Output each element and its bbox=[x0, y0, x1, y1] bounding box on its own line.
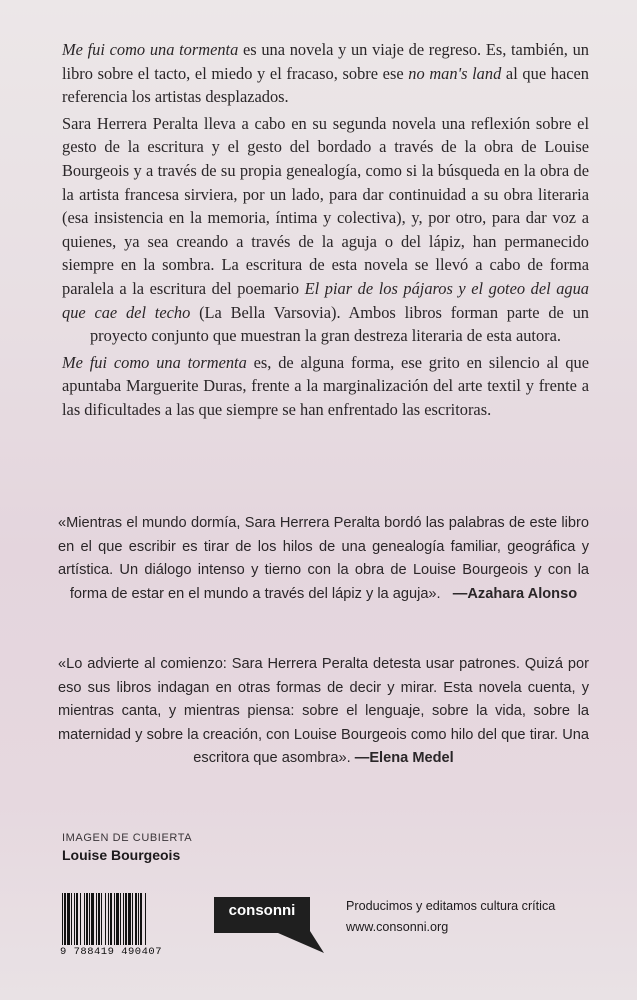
barcode-bar bbox=[71, 893, 72, 945]
barcode-bar bbox=[125, 893, 127, 945]
blurb-paragraph-3: Me fui como una tormenta es, de alguna forma, ese grito en silencio al que apuntaba Marguerite Duras, frente a la marginalización del arte textil y frente a las dificultades a las que siempre se han enfrentado las escritoras. bbox=[62, 352, 589, 419]
barcode-bar bbox=[114, 893, 115, 945]
barcode-bar bbox=[101, 893, 102, 945]
quote-author: —Azahara Alonso bbox=[452, 585, 578, 602]
barcode-bar bbox=[135, 893, 137, 945]
barcode-bar bbox=[105, 893, 106, 945]
barcode-bar bbox=[62, 893, 63, 945]
barcode-bar bbox=[89, 893, 90, 945]
quote-author: —Elena Medel bbox=[354, 750, 454, 766]
barcode-bar bbox=[145, 893, 146, 945]
book-title: Me fui como una tormenta bbox=[62, 40, 239, 59]
publisher-logo bbox=[214, 897, 324, 953]
quote-azahara-alonso: «Mientras el mundo dormía, Sara Herrera Peralta bordó las palabras de este libro en el que escribir es tirar de los hilos de una genealogía familiar, geográfica y artística. Un diálogo intenso y tierno con la obra de Louise Bourgeois y con la forma de estar en el mundo a través del lápiz y la aguja». —Azahara Alonso bbox=[58, 515, 589, 602]
barcode-bar bbox=[120, 893, 121, 945]
publisher-url[interactable]: www.consonni.org bbox=[346, 920, 449, 934]
barcode bbox=[60, 893, 166, 958]
blurb-paragraph-2: Sara Herrera Peralta lleva a cabo en su segunda novela una reflexión sobre el gesto de la escritura y el gesto del bordado a través de la obra de Louise Bourgeois y a través de su propia genealogía, como si la búsqueda en la obra de la artista francesa sirviera, por un lado, para dar continuidad a su obra literaria (esa insistencia en la memoria, íntima y colectiva), y, por otro, para dar voz a quienes, ya sea creando a través de la aguja o del lápiz, han permanecido siempre en la sombra. La escritura de esta novela se llevó a cabo de forma paralela a la escritura del poemario El piar de los pájaros y el goteo del agua que cae del techo (La Bella Varsovia). Ambos libros forman parte de un proyecto conjunto que muestran la gran destreza literaria de esta autora. bbox=[62, 113, 589, 346]
barcode-bar bbox=[80, 893, 81, 945]
publisher-tagline: Producimos y editamos cultura crítica bbox=[346, 899, 556, 913]
cover-credit-label: IMAGEN DE CUBIERTA bbox=[62, 832, 193, 844]
barcode-bar bbox=[64, 893, 66, 945]
book-title: Me fui como una tormenta bbox=[62, 352, 247, 372]
barcode-bar bbox=[96, 893, 97, 945]
barcode-bar bbox=[108, 893, 109, 945]
barcode-bar bbox=[84, 893, 85, 945]
publisher-info bbox=[346, 896, 555, 938]
blurb-main bbox=[62, 38, 589, 422]
quote-elena-medel: «Lo advierte al comienzo: Sara Herrera Peralta detesta usar patrones. Quizá por eso sus libros indagan en otras formas de decir y mirar. Esta novela cuenta, y mientras canta, y mientras piensa: sobre el lenguaje, sobre la vida, sobre la maternidad y sobre la creación, con Louise Bourgeois como hilo del que tirar. Una escritora que asombra». —Elena Medel bbox=[58, 656, 589, 766]
barcode-bar bbox=[86, 893, 88, 945]
barcode-bar bbox=[140, 893, 142, 945]
barcode-bar bbox=[110, 893, 112, 945]
publisher-logo-text: consonni bbox=[228, 902, 296, 919]
cover-credit bbox=[62, 832, 192, 863]
barcode-bar bbox=[74, 893, 75, 945]
isbn-number: 9 788419 490407 bbox=[60, 946, 163, 958]
barcode-bar bbox=[123, 893, 124, 945]
blurb-paragraph-1: Me fui como una tormenta es una novela y un viaje de regreso. Es, también, un libro sobre el tacto, el miedo y el fracaso, sobre ese no man's land al que hacen referencia los artistas desplazados. bbox=[62, 40, 589, 107]
barcode-bar bbox=[98, 893, 100, 945]
cover-credit-name: Louise Bourgeois bbox=[62, 847, 181, 863]
barcode-bar bbox=[116, 893, 119, 945]
barcode-bar bbox=[67, 893, 70, 945]
barcode-bar bbox=[132, 893, 133, 945]
barcode-bar bbox=[91, 893, 94, 945]
barcode-bar bbox=[76, 893, 78, 945]
barcode-icon bbox=[60, 893, 166, 945]
barcode-bar bbox=[138, 893, 139, 945]
barcode-bar bbox=[128, 893, 131, 945]
